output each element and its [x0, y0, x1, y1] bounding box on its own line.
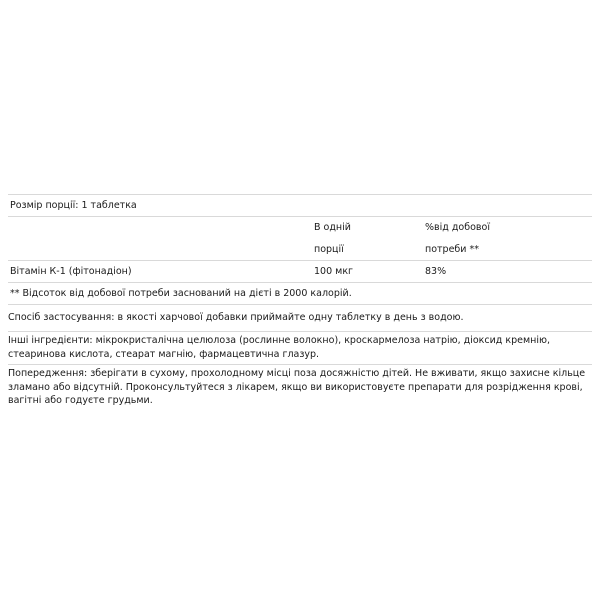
nutrient-daily-value: 83%	[425, 266, 447, 277]
footnote-row	[8, 282, 592, 305]
warning-text: Попередження: зберігати в сухому, прохолодному місці поза досяжністю дітей. Не вживати, якщо захисне кільце зламано або відсутній. Проконсультуйтеся з лікарем, якщо ви використовуєте препарати для розрідження крові, вагітні або годуєте грудьми.	[8, 368, 586, 406]
nutrient-amount: 100 мкг	[314, 266, 354, 277]
serving-size-text: Розмір порції: 1 таблетка	[10, 200, 137, 211]
divider	[8, 364, 592, 365]
table-bottom-border	[8, 304, 592, 305]
footnote-text: ** Відсоток від добової потреби заснований на дієті в 2000 калорій.	[10, 288, 352, 299]
usage-text: Спосіб застосування: в якості харчової добавки приймайте одну таблетку в день з водою.	[8, 312, 464, 323]
nutrient-name: Вітамін К-1 (фітонадіон)	[10, 266, 132, 277]
other-ingredients-text: Інші інгредієнти: мікрокристалічна целюлоза (рослинне волокно), кроскармелоза натрію, діоксид кремнію, стеаринова кислота, стеарат магнію, фармацевтична глазур.	[8, 335, 551, 360]
daily-value-header-line1: %від добової	[425, 222, 490, 233]
column-header-row	[8, 216, 592, 261]
per-serving-header-line2: порції	[314, 244, 344, 255]
nutrient-row	[8, 260, 592, 283]
divider	[8, 331, 592, 332]
per-serving-header-line1: В одній	[314, 222, 351, 233]
daily-value-header-line2: потреби **	[425, 244, 479, 255]
serving-size-row	[8, 194, 592, 217]
